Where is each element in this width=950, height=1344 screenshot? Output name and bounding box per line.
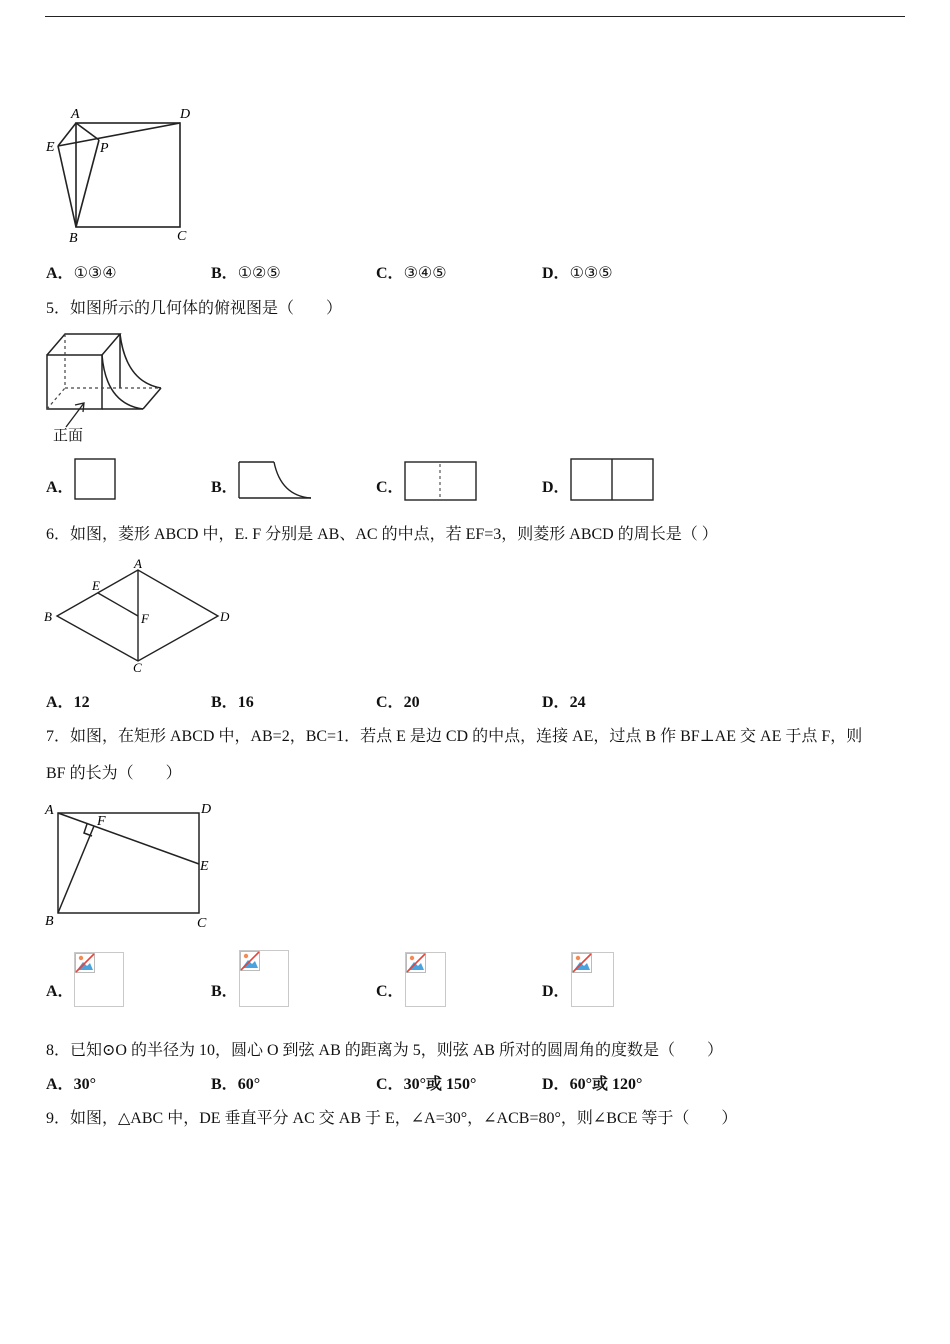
q7-label-f: F: [97, 814, 106, 829]
q7-option-d-broken-image: [571, 952, 614, 1007]
q5-option-a-square: [74, 458, 117, 501]
q8-option-c[interactable]: C．30°或 150°: [376, 1076, 477, 1093]
q4-label-a: A: [71, 107, 80, 122]
q7-label-d: D: [201, 802, 212, 817]
q8-option-a[interactable]: A．30°: [46, 1076, 96, 1093]
broken-image-icon: [572, 953, 592, 973]
header-rule: [45, 16, 905, 17]
q6-label-e: E: [92, 578, 100, 593]
q7-option-b[interactable]: B．: [211, 983, 238, 1000]
q7-rectangle-figure: [42, 798, 220, 930]
q6-label-a: A: [134, 556, 142, 571]
q4-label-d: D: [180, 107, 191, 122]
q7-label-b: B: [45, 914, 54, 929]
q6-option-a[interactable]: A．12: [46, 694, 90, 711]
q4-option-d[interactable]: D．①③⑤: [542, 265, 613, 282]
q7-option-d[interactable]: D．: [542, 983, 570, 1000]
q5-option-c[interactable]: C．: [376, 479, 404, 496]
q4-label-e: E: [46, 140, 55, 155]
q6-option-d[interactable]: D．24: [542, 694, 586, 711]
q6-label-f: F: [141, 611, 149, 626]
q5-option-c-rect: [404, 461, 478, 502]
q4-label-c: C: [177, 229, 187, 244]
q7-option-a-broken-image: [74, 952, 124, 1007]
q8-option-b[interactable]: B．60°: [211, 1076, 261, 1093]
q7-stem-line1: 7．如图，在矩形 ABCD 中，AB=2，BC=1．若点 E 是边 CD 的中点，连接 AE，过点 B 作 BF⊥AE 交 AE 于点 F，则: [46, 728, 863, 745]
broken-image-icon: [75, 953, 95, 973]
q8-option-d[interactable]: D．60°或 120°: [542, 1076, 643, 1093]
q5-front-label: 正面: [53, 426, 84, 444]
q8-stem: 8．已知⊙O 的半径为 10，圆心 O 到弦 AB 的距离为 5，则弦 AB 所对的圆周角的度数是（ ）: [46, 1042, 723, 1059]
q7-label-c: C: [197, 916, 207, 930]
q6-rhombus-figure: [42, 556, 238, 674]
q4-label-b: B: [69, 231, 78, 246]
q5-option-d-rect: [570, 458, 656, 502]
q7-option-c-broken-image: [405, 952, 446, 1007]
q7-label-e: E: [200, 859, 209, 874]
q4-figure: [44, 104, 199, 246]
q6-option-b[interactable]: B．16: [211, 694, 254, 711]
q6-option-c[interactable]: C．20: [376, 694, 420, 711]
q7-option-a[interactable]: A．: [46, 983, 74, 1000]
q7-option-b-broken-image: [239, 950, 289, 1007]
q6-label-b: B: [44, 609, 52, 624]
q5-option-a[interactable]: A．: [46, 479, 74, 496]
q4-option-b[interactable]: B．①②⑤: [211, 265, 281, 282]
q5-option-b[interactable]: B．: [211, 479, 238, 496]
q6-label-c: C: [133, 660, 142, 674]
q6-label-d: D: [220, 609, 230, 624]
q7-label-a: A: [45, 803, 54, 818]
q6-stem: 6．如图，菱形 ABCD 中，E. F 分别是 AB、AC 的中点，若 EF=3，则菱形 ABCD 的周长是（ ）: [46, 526, 718, 543]
q5-option-b-curve: [236, 460, 314, 502]
q7-stem-line2: BF 的长为（ ）: [46, 765, 182, 782]
q4-label-p: P: [100, 141, 109, 156]
q4-option-a[interactable]: A．①③④: [46, 265, 117, 282]
broken-image-icon: [406, 953, 426, 973]
q4-option-c[interactable]: C．③④⑤: [376, 265, 447, 282]
q5-stem: 5．如图所示的几何体的俯视图是（ ）: [46, 300, 343, 317]
q5-option-d[interactable]: D．: [542, 479, 570, 496]
broken-image-icon: [240, 951, 260, 971]
q9-stem: 9．如图，△ABC 中，DE 垂直平分 AC 交 AB 于 E，∠A=30°，∠ACB=80°，则∠BCE 等于（ ）: [46, 1110, 738, 1127]
q7-option-c[interactable]: C．: [376, 983, 404, 1000]
